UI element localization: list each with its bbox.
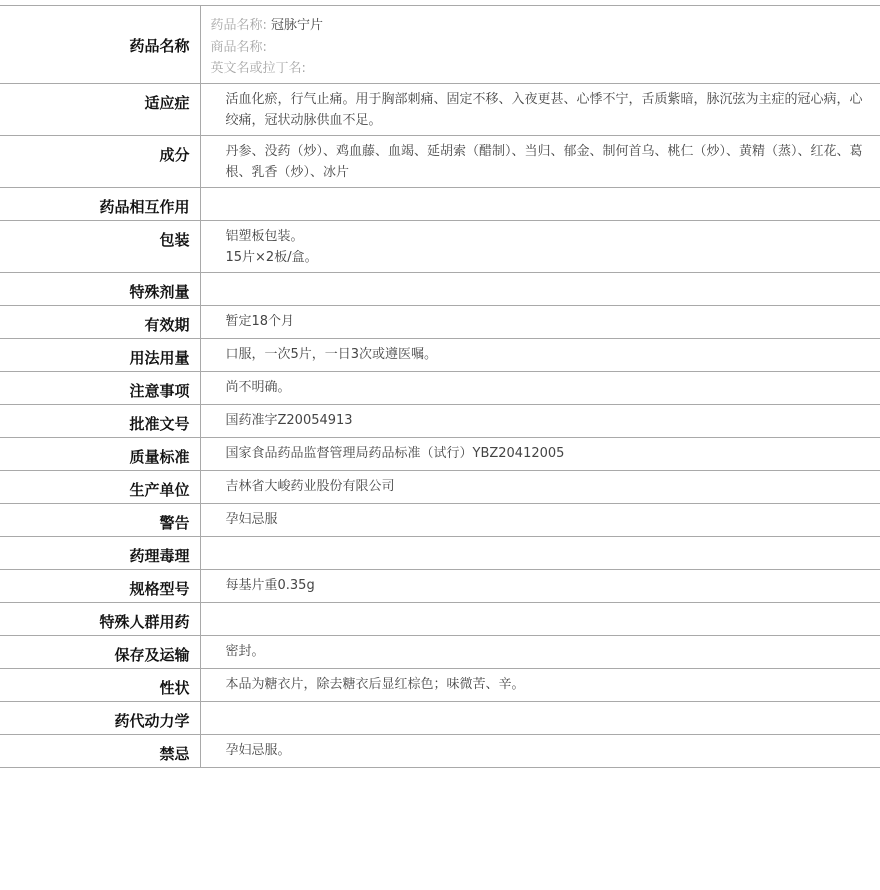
row-approval-number — [0, 405, 880, 438]
row-value — [200, 273, 880, 306]
row-value: 国家食品药品监督管理局药品标准（试行）YBZ20412005 — [200, 438, 880, 471]
row-label: 禁忌 — [0, 735, 200, 768]
row-label: 特殊人群用药 — [0, 603, 200, 636]
row-value: 尚不明确。 — [200, 372, 880, 405]
row-label: 药代动力学 — [0, 702, 200, 735]
packaging-line: 铝塑板包装。 — [225, 229, 304, 244]
row-label: 包装 — [0, 221, 200, 273]
row-storage-transport — [0, 636, 880, 669]
row-label: 批准文号 — [0, 405, 200, 438]
row-value — [200, 537, 880, 570]
english-name-label: 英文名或拉丁名: — [210, 61, 306, 76]
row-value: 口服，一次5片，一日3次或遵医嘱。 — [200, 339, 880, 372]
row-specification — [0, 570, 880, 603]
row-label: 注意事项 — [0, 372, 200, 405]
row-label: 特殊剂量 — [0, 273, 200, 306]
row-packaging — [0, 221, 880, 273]
row-label: 性状 — [0, 669, 200, 702]
row-drug-name — [0, 6, 880, 84]
row-value: 孕妇忌服 — [200, 504, 880, 537]
row-value: 密封。 — [200, 636, 880, 669]
row-shelf-life — [0, 306, 880, 339]
row-label: 保存及运输 — [0, 636, 200, 669]
row-value: 吉林省大峻药业股份有限公司 — [200, 471, 880, 504]
row-label: 药理毒理 — [0, 537, 200, 570]
row-manufacturer — [0, 471, 880, 504]
row-pharmacology-toxicology — [0, 537, 880, 570]
row-contraindications — [0, 735, 880, 768]
drug-name-block — [200, 6, 880, 84]
row-pharmacokinetics — [0, 702, 880, 735]
row-value — [200, 702, 880, 735]
row-quality-standard — [0, 438, 880, 471]
trade-name-label: 商品名称: — [210, 39, 267, 55]
row-value: 每基片重0.35g — [200, 570, 880, 603]
row-usage-dosage — [0, 339, 880, 372]
generic-name-value: 冠脉宁片 — [271, 18, 324, 33]
row-label: 质量标准 — [0, 438, 200, 471]
row-value — [200, 603, 880, 636]
row-drug-interactions — [0, 188, 880, 221]
row-label: 生产单位 — [0, 471, 200, 504]
row-value — [200, 188, 880, 221]
row-value: 孕妇忌服。 — [200, 735, 880, 768]
row-special-populations — [0, 603, 880, 636]
row-value — [200, 221, 880, 273]
row-value: 国药准字Z20054913 — [200, 405, 880, 438]
row-label: 警告 — [0, 504, 200, 537]
row-precautions — [0, 372, 880, 405]
row-value: 本品为糖衣片，除去糖衣后显红棕色；味微苦、辛。 — [200, 669, 880, 702]
row-label: 药品名称 — [0, 6, 200, 84]
generic-name-label: 药品名称: — [210, 18, 267, 33]
generic-name-line — [211, 15, 871, 37]
row-value: 丹参、没药（炒）、鸡血藤、血竭、延胡索（醋制）、当归、郁金、制何首乌、桃仁（炒）、黄精（蒸）、红花、葛根、乳香（炒）、冰片 — [200, 136, 880, 188]
row-description — [0, 669, 880, 702]
row-warning — [0, 504, 880, 537]
row-value: 暂定18个月 — [200, 306, 880, 339]
packaging-line: 15片×2板/盒。 — [225, 249, 318, 265]
row-indications — [0, 84, 880, 136]
row-label: 有效期 — [0, 306, 200, 339]
row-label: 用法用量 — [0, 339, 200, 372]
drug-spec-table — [0, 5, 880, 768]
row-ingredients — [0, 136, 880, 188]
row-label: 适应症 — [0, 84, 200, 136]
row-value: 活血化瘀，行气止痛。用于胸部刺痛、固定不移、入夜更甚、心悸不宁，舌质紫暗，脉沉弦为主症的冠心病，心绞痛，冠状动脉供血不足。 — [200, 84, 880, 136]
row-special-dosage — [0, 273, 880, 306]
row-label: 药品相互作用 — [0, 188, 200, 221]
row-label: 规格型号 — [0, 570, 200, 603]
row-label: 成分 — [0, 136, 200, 188]
